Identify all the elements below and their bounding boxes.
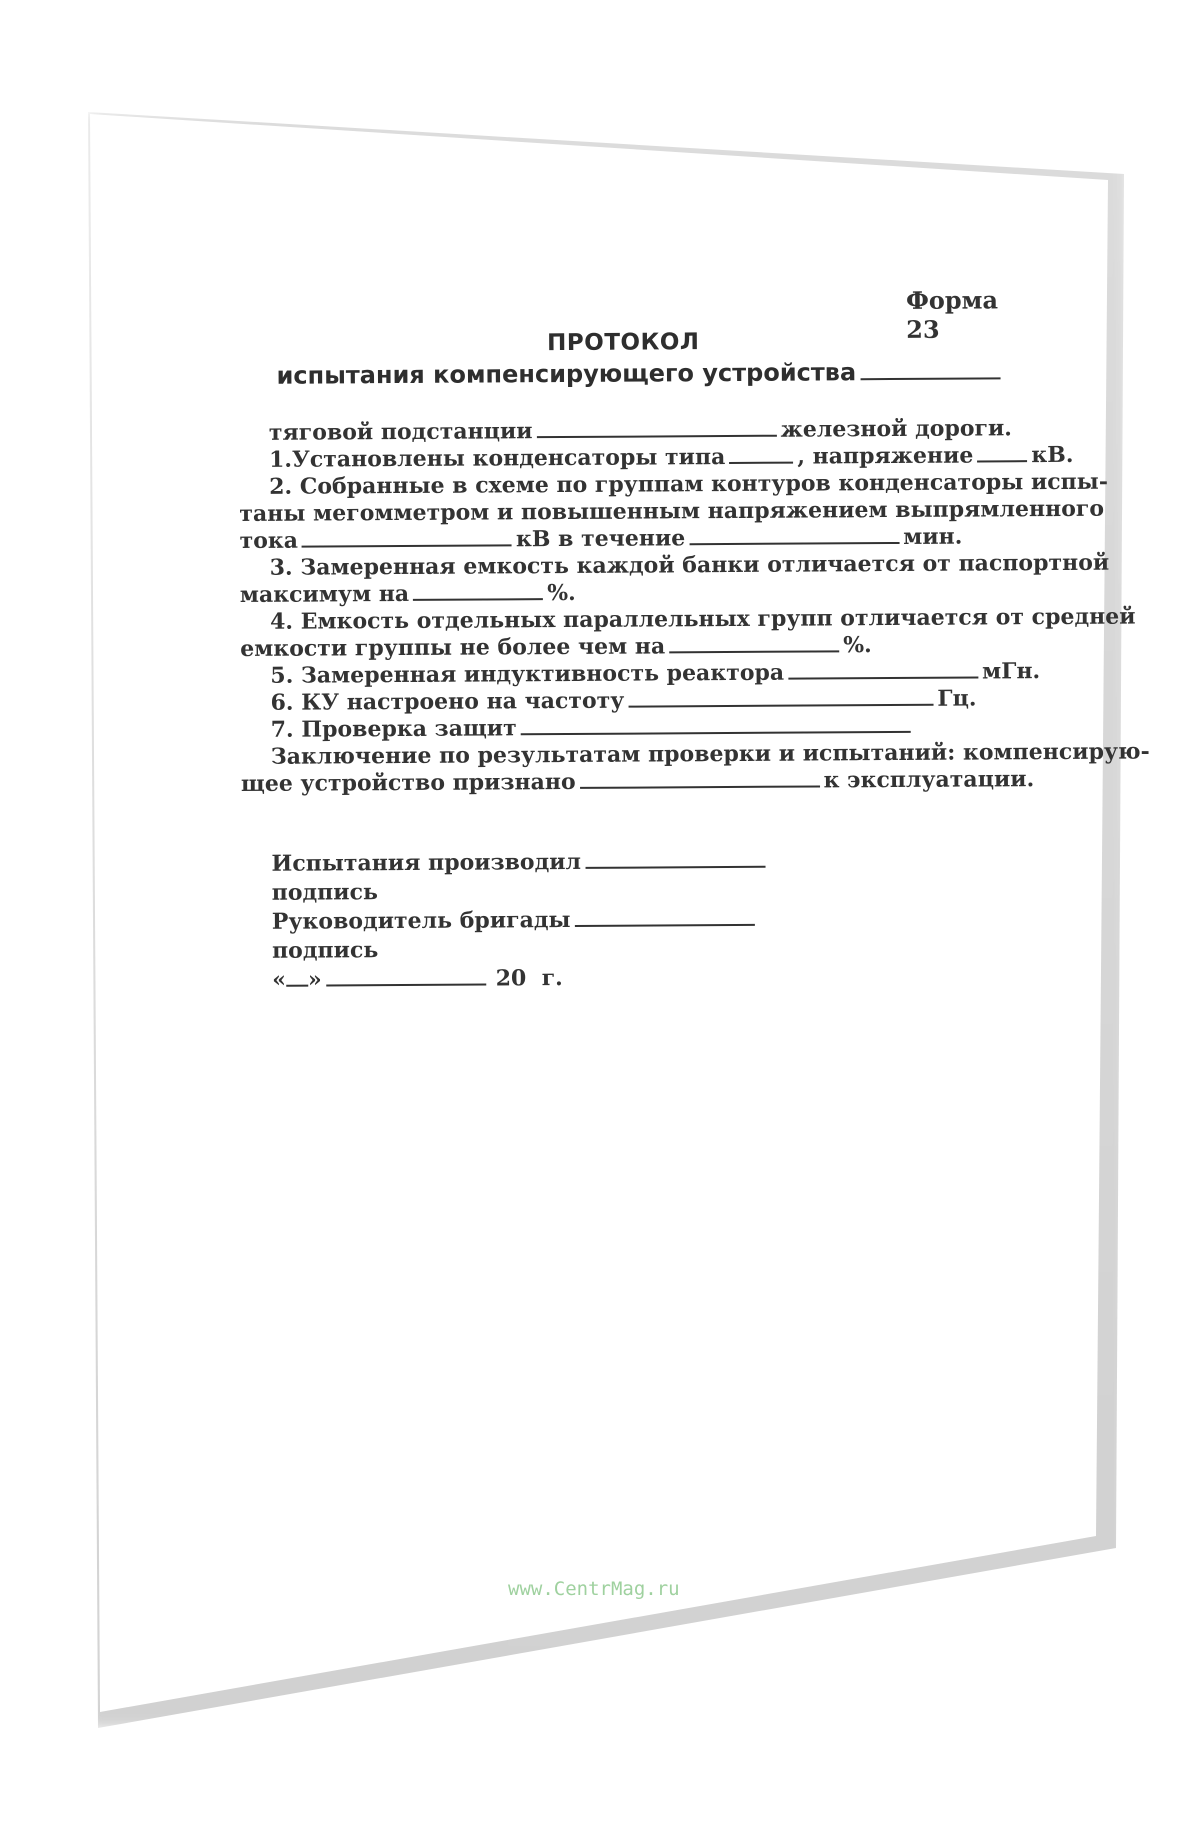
leader-line [242, 904, 842, 937]
form-number: Форма 23 [905, 285, 999, 344]
railway-label: железной дороги. [780, 415, 1013, 443]
percent-unit-1: %. [547, 579, 576, 607]
tester-line [241, 846, 841, 879]
protection-check-label: 7. Проверка защит [270, 715, 517, 743]
signature-2: подпись [271, 937, 379, 964]
capacitor-type-label: 1.Установлены конденсаторы типа [268, 444, 726, 473]
current-label: тока [239, 527, 299, 554]
test-voltage-blank [302, 526, 512, 547]
group-capacity-label: емкости группы не более чем на [240, 633, 666, 662]
kv-unit: кВ. [1031, 441, 1074, 469]
device-blank [860, 359, 1000, 380]
frequency-blank [628, 686, 933, 708]
substation-blank [536, 417, 776, 438]
conclusion-line-2 [240, 766, 1035, 798]
document-subtitle [276, 357, 1004, 389]
operation-label: к эксплуатации. [823, 766, 1035, 794]
item-2-text-2: таны мегомметром и повышенным напряжением выпрямленного [239, 495, 1105, 527]
month-blank [326, 965, 486, 986]
leader-blank [574, 906, 754, 927]
substation-label: тяговой подстанции [268, 418, 533, 446]
inductance-blank [788, 658, 978, 679]
protection-blank [521, 713, 911, 735]
item-3-text: 3. Замеренная емкость каждой банки отличается от паспортной [269, 549, 1110, 581]
recognized-label: щее устройство признано [240, 768, 576, 797]
conclusion-blank [580, 767, 820, 788]
year-prefix: 20 [495, 965, 527, 992]
group-deviation-blank [669, 632, 839, 653]
capacitor-type-blank [729, 444, 793, 464]
item-2-text-1: 2. Собранные в схеме по группам контуров конденсаторы испы- [269, 468, 1109, 500]
document-title: ПРОТОКОЛ [547, 329, 700, 357]
capacity-deviation-blank [413, 580, 543, 601]
min-unit: мин. [903, 523, 963, 550]
item-4-text: 4. Емкость отдельных параллельных групп отличается от средней [269, 603, 1136, 635]
mh-unit: мГн. [982, 658, 1041, 685]
watermark: www.CentrMag.ru [508, 1578, 680, 1600]
voltage-blank [977, 442, 1027, 462]
day-blank [286, 967, 308, 987]
duration-label: кВ в течение [515, 525, 686, 553]
tester-blank [585, 848, 765, 869]
hz-unit: Гц. [937, 685, 977, 712]
leader-label: Руководитель бригады [271, 906, 571, 935]
frequency-label: 6. КУ настроено на частоту [270, 687, 625, 716]
date-line [242, 962, 842, 995]
signature-block [241, 846, 842, 995]
date-open-quote: « [272, 966, 287, 993]
tester-label: Испытания производил [271, 848, 582, 877]
protocol-body [239, 415, 1150, 798]
inductance-label: 5. Замеренная индуктивность реактора [270, 659, 785, 689]
signature-1: подпись [271, 879, 378, 906]
percent-unit-2: %. [843, 632, 872, 659]
duration-blank [689, 524, 899, 545]
maximum-label: максимум на [239, 580, 410, 608]
subtitle-text: испытания компенсирующего устройства [276, 358, 857, 390]
voltage-label: , напряжение [797, 442, 974, 470]
conclusion-text: Заключение по результатам проверки и испытаний: компенсирую- [270, 738, 1150, 770]
year-suffix: г. [541, 965, 563, 992]
date-close-quote: » [307, 966, 322, 993]
